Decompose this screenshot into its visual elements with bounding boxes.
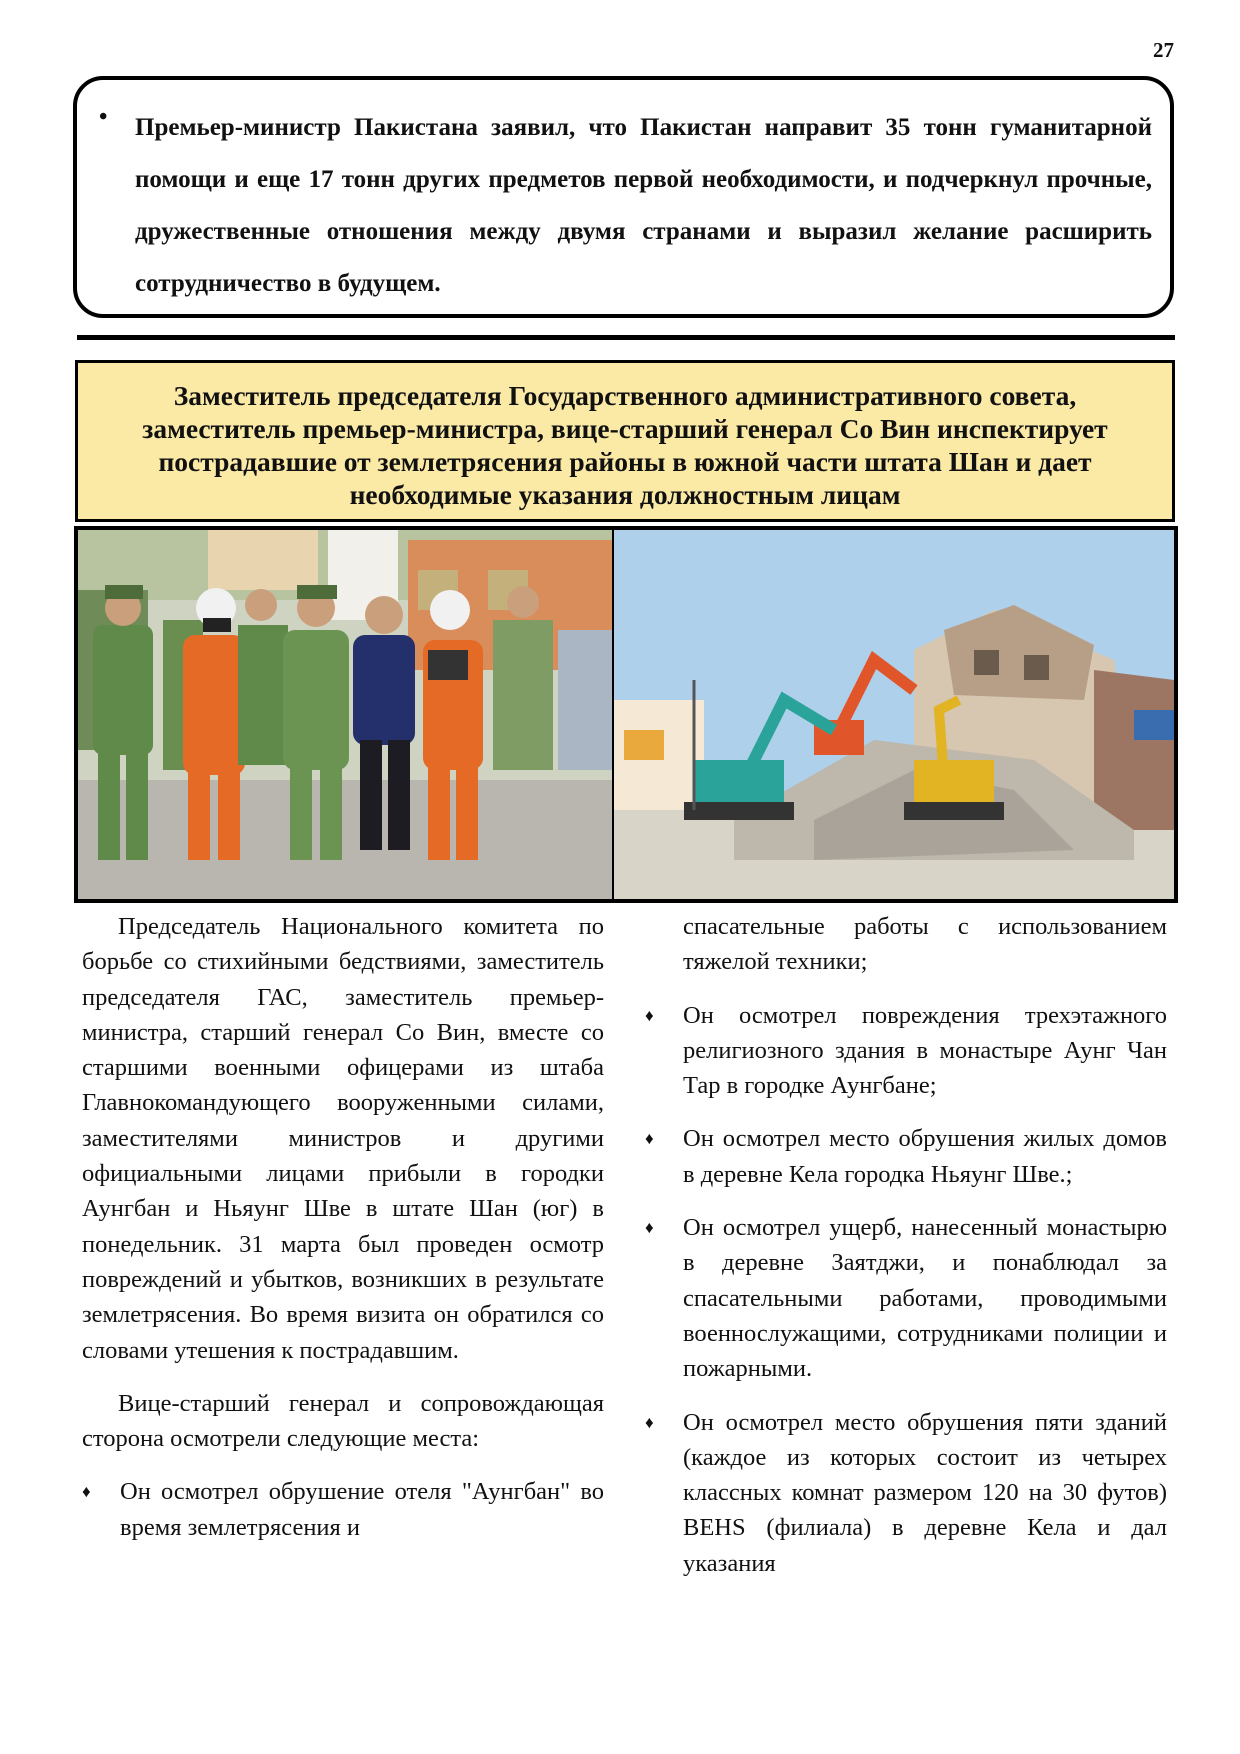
diamond-bullet-icon: ♦ xyxy=(82,1482,91,1502)
diamond-bullet-icon: ♦ xyxy=(645,1129,654,1149)
notice-text: Премьер-министр Пакистана заявил, что Пакистан направит 35 тонн гуманитарной помощи и еще 17 тонн других предметов первой необходимости, и подчеркнул прочные, дружественные отношения между двумя странами и выразил желание расширить сотрудничество в будущем. xyxy=(135,114,1152,297)
list-item-text: Он осмотрел место обрушения пяти зданий (каждое из которых состоит из четырех классных комнат размером 120 на 30 футов) BEHS (филиала) в деревне Кела и дал указания xyxy=(683,1408,1167,1577)
list-item-text: Он осмотрел повреждения трехэтажного религиозного здания в монастыре Аунг Чан Тар в городке Аунгбане; xyxy=(683,1001,1167,1100)
diamond-bullet-icon: ♦ xyxy=(645,1412,654,1432)
article-headline: Заместитель председателя Государственного административного совета, заместитель премьер-министра, вице-старший генерал Со Вин инспектирует пострадавшие от землетрясения районы в южной части штата Шан и дает необходимые указания должностным лицам xyxy=(142,380,1108,510)
headline-box xyxy=(75,360,1175,522)
list-item xyxy=(645,1405,1167,1581)
list-item xyxy=(645,998,1167,1104)
section-divider xyxy=(77,335,1175,340)
list-item xyxy=(645,1210,1167,1386)
notice-bullet: • xyxy=(99,104,108,130)
list-item-text: Он осмотрел ущерб, нанесенный монастырю в деревне Заятджи, и понаблюдал за спасательными работами, проводимыми военнослужащими, сотрудниками полиции и пожарными. xyxy=(683,1214,1167,1383)
list-item-continuation: спасательные работы с использованием тяжелой техники; xyxy=(683,913,1167,976)
page-number: 27 xyxy=(1153,38,1174,62)
diamond-bullet-icon: ♦ xyxy=(645,1218,654,1238)
diamond-bullet-icon: ♦ xyxy=(645,1005,654,1025)
article-paragraph: Председатель Национального комитета по борьбе со стихийными бедствиями, заместитель председателя ГАС, заместитель премьер-министра, старший генерал Со Вин, вместе со старшими военными офицерами из штаба Главнокомандующего вооруженными силами, заместителями министров и другими официальными лицами прибыли в городки Аунгбан и Ньяунг Шве в штате Шан (юг) в понедельник. 31 марта был проведен осмотр повреждений и убытков, возникших в результате землетрясения. Во время визита он обратился со словами утешения к пострадавшим. xyxy=(82,913,604,1364)
list-item-text: Он осмотрел обрушение отеля "Аунгбан" во время землетрясения и xyxy=(120,1478,604,1541)
article-paragraph: Вице-старший генерал и сопровождающая сторона осмотрели следующие места: xyxy=(82,1389,604,1453)
list-item xyxy=(645,1121,1167,1192)
photo-frame xyxy=(74,526,1178,903)
article-column-left xyxy=(82,909,604,1545)
notice-box xyxy=(73,76,1174,318)
photo-officials-inspection xyxy=(78,530,612,899)
list-item xyxy=(82,1474,604,1545)
list-item-text: Он осмотрел место обрушения жилых домов в деревне Кела городка Ньяунг Шве.; xyxy=(683,1125,1167,1188)
photo-excavators-collapsed-building xyxy=(614,530,1174,899)
article-column-right xyxy=(645,909,1167,1581)
